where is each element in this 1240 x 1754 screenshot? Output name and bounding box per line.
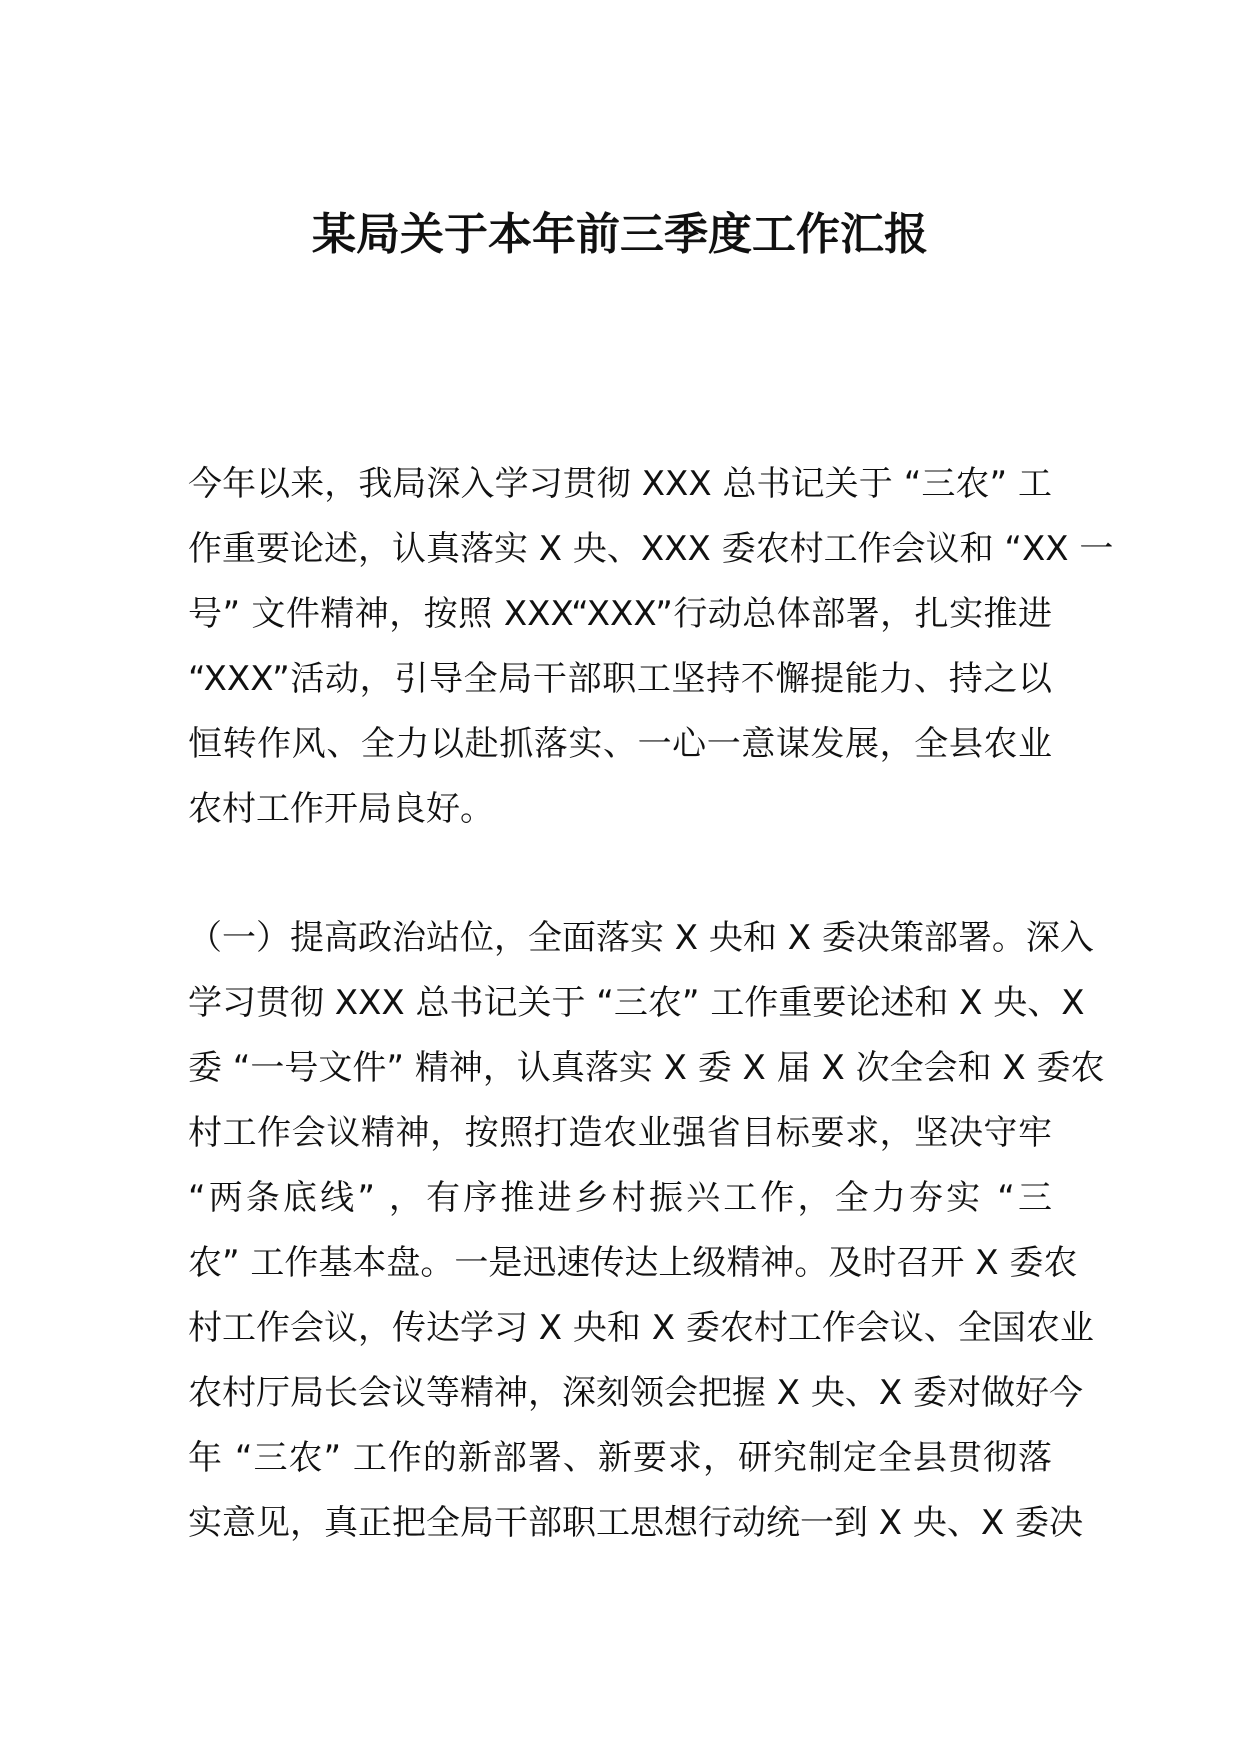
paragraph-line: 农村工作开局良好。: [188, 789, 494, 829]
paragraph-line: 村工作会议，传达学习 X 央和 X 委农村工作会议、全国农业: [188, 1308, 1094, 1348]
paragraph-line: “两条底线” ，有序推进乡村振兴工作，全力夯实 “三: [188, 1178, 1052, 1218]
paragraph-intro: [188, 452, 1114, 842]
paragraph-line: 号” 文件精神，按照 XXX“XXX”行动总体部署，扎实推进: [188, 594, 1052, 634]
document-title: 某局关于本年前三季度工作汇报: [312, 209, 928, 260]
paragraph-line: 恒转作风、全力以赴抓落实、一心一意谋发展，全县农业: [188, 724, 1052, 764]
paragraph-line: 年 “三农” 工作的新部署、新要求，研究制定全县贯彻落: [188, 1438, 1052, 1478]
paragraph-line: 作重要论述，认真落实 X 央、XXX 委农村工作会议和 “XX 一: [188, 529, 1114, 569]
paragraph-line: 学习贯彻 XXX 总书记关于 “三农” 工作重要论述和 X 央、X: [188, 983, 1085, 1023]
paragraph-line: 农村厅局长会议等精神，深刻领会把握 X 央、X 委对做好今: [188, 1373, 1084, 1413]
paragraph-section-1: [188, 906, 1105, 1556]
paragraph-line: 村工作会议精神，按照打造农业强省目标要求，坚决守牢: [188, 1113, 1052, 1153]
paragraph-line: （一）提高政治站位，全面落实 X 央和 X 委决策部署。深入: [188, 918, 1094, 958]
paragraph-line: 今年以来，我局深入学习贯彻 XXX 总书记关于 “三农” 工: [188, 464, 1052, 504]
paragraph-line: 实意见，真正把全局干部职工思想行动统一到 X 央、X 委决: [188, 1503, 1084, 1543]
paragraph-line: “XXX”活动，引导全局干部职工坚持不懈提能力、持之以: [188, 659, 1052, 699]
paragraph-line: 委 “一号文件” 精神，认真落实 X 委 X 届 X 次全会和 X 委农: [188, 1048, 1105, 1088]
paragraph-line: 农” 工作基本盘。一是迅速传达上级精神。及时召开 X 委农: [188, 1243, 1078, 1283]
